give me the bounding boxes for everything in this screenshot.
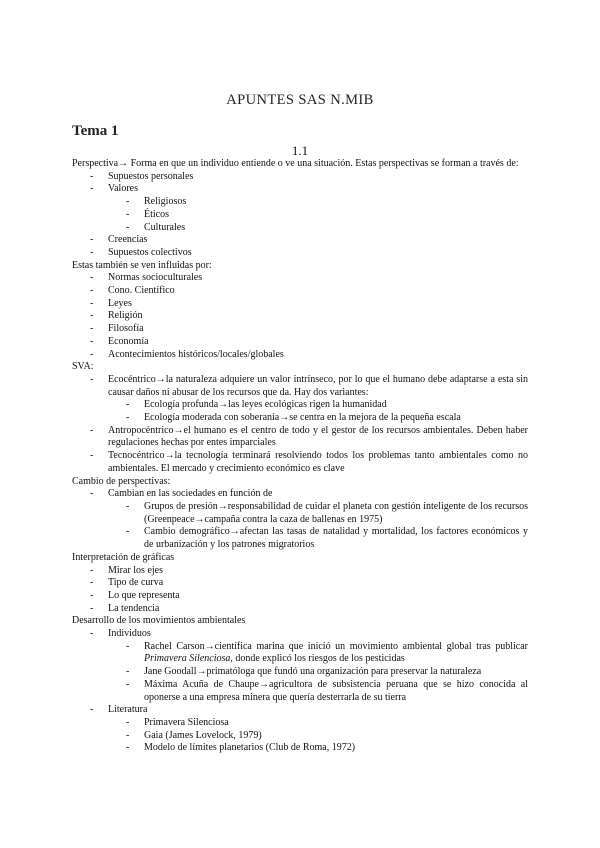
- document-title: APUNTES SAS N.MIB: [226, 92, 374, 108]
- list-item: - Éticos: [126, 208, 169, 220]
- list-item: - Modelo de límites planetarios (Club de Roma, 1972): [126, 742, 356, 754]
- list-item: - Gaia (James Lovelock, 1979): [126, 729, 262, 741]
- perspectiva-definition: Perspectiva→ Forma en que un individuo entiende o ve una situación. Estas perspectivas se forman a través de:: [72, 158, 519, 169]
- list-item: - Economía: [90, 335, 149, 347]
- list-item: - Acontecimientos históricos/locales/globales: [90, 348, 284, 360]
- list-item: - Lo que representa: [90, 589, 180, 601]
- list-item: - Ecocéntrico→la naturaleza adquiere un valor intrínseco, por lo que el humano debe adaptarse a esta sin causar daños ni abusar de los recursos que da. Hay dos variantes:: [90, 373, 528, 398]
- list-item: - Cambio demográfico→afectan las tasas de natalidad y mortalidad, los factores económicos y de urbanización y los patrones migratorios: [126, 526, 528, 551]
- list-item: - Normas socioculturales: [90, 272, 203, 284]
- list-item: - Culturales: [126, 221, 186, 233]
- list-item: - Primavera Silenciosa: [126, 716, 229, 728]
- list-item: - Jane Goodall→primatóloga que fundó una organización para preservar la naturaleza: [126, 666, 482, 678]
- notes-body: [72, 158, 528, 755]
- topic-heading: Tema 1: [72, 123, 119, 139]
- list-item: - Máxima Acuña de Chaupe→agricultora de subsistencia peruana que se hizo conocida al oponerse a una empresa minera que quería desterrarla de su tierra: [126, 678, 528, 703]
- list-item: - Supuestos personales: [90, 170, 194, 182]
- list-item: - Filosofía: [90, 323, 144, 335]
- list-item: - Individuos: [90, 628, 151, 640]
- list-item: - Valores: [90, 183, 138, 195]
- list-item: - Cambian en las sociedades en función de: [90, 488, 273, 500]
- influidas-intro: Estas también se ven influidas por:: [72, 259, 212, 271]
- list-item: - Cono. Científico: [90, 285, 175, 297]
- list-item: - Tipo de curva: [90, 577, 164, 589]
- list-item: - Creencias: [90, 234, 148, 246]
- desarrollo-label: Desarrollo de los movimientos ambientales: [72, 615, 246, 627]
- graficas-label: Interpretación de gráficas: [72, 551, 175, 563]
- list-item: - Ecología moderada con soberanía→se centra en la mejora de la pequeña escala: [126, 412, 461, 424]
- cambio-label: Cambio de perspectivas:: [72, 475, 171, 487]
- list-item: - Mirar los ejes: [90, 564, 163, 576]
- section-number: 1.1: [291, 143, 309, 158]
- list-item: - Tecnocéntrico→la tecnología terminará resolviendo todos los problemas tanto ambientales como no ambientales. El mercado y crecimiento económico es clave: [90, 450, 528, 474]
- list-item: - Religión: [90, 310, 143, 322]
- list-item: - Antropocéntrico→el humano es el centro de todo y el gestor de los recursos ambientales. Deben haber regulaciones hechas por entes imparciales: [90, 424, 528, 449]
- list-item: - Religiosos: [126, 196, 187, 208]
- list-item: - Grupos de presión→responsabilidad de cuidar el planeta con gestión inteligente de los recursos (Greenpeace→campaña contra la caza de ballenas en 1975): [126, 500, 528, 525]
- list-item: - Literatura: [90, 704, 148, 716]
- book-title: Primavera Silenciosa: [144, 653, 231, 665]
- list-item: - Ecología profunda→las leyes ecológicas rigen la humanidad: [126, 399, 387, 411]
- list-item: - La tendencia: [90, 602, 160, 614]
- list-item: - Leyes: [90, 297, 132, 309]
- sva-label: SVA:: [72, 361, 94, 373]
- list-item: - Rachel Carson→científica marina que inició un movimiento ambiental global tras publicar Primavera Silenciosa, donde explicó los riesgos de los pesticidas: [126, 640, 528, 665]
- list-item: - Supuestos colectivos: [90, 246, 192, 258]
